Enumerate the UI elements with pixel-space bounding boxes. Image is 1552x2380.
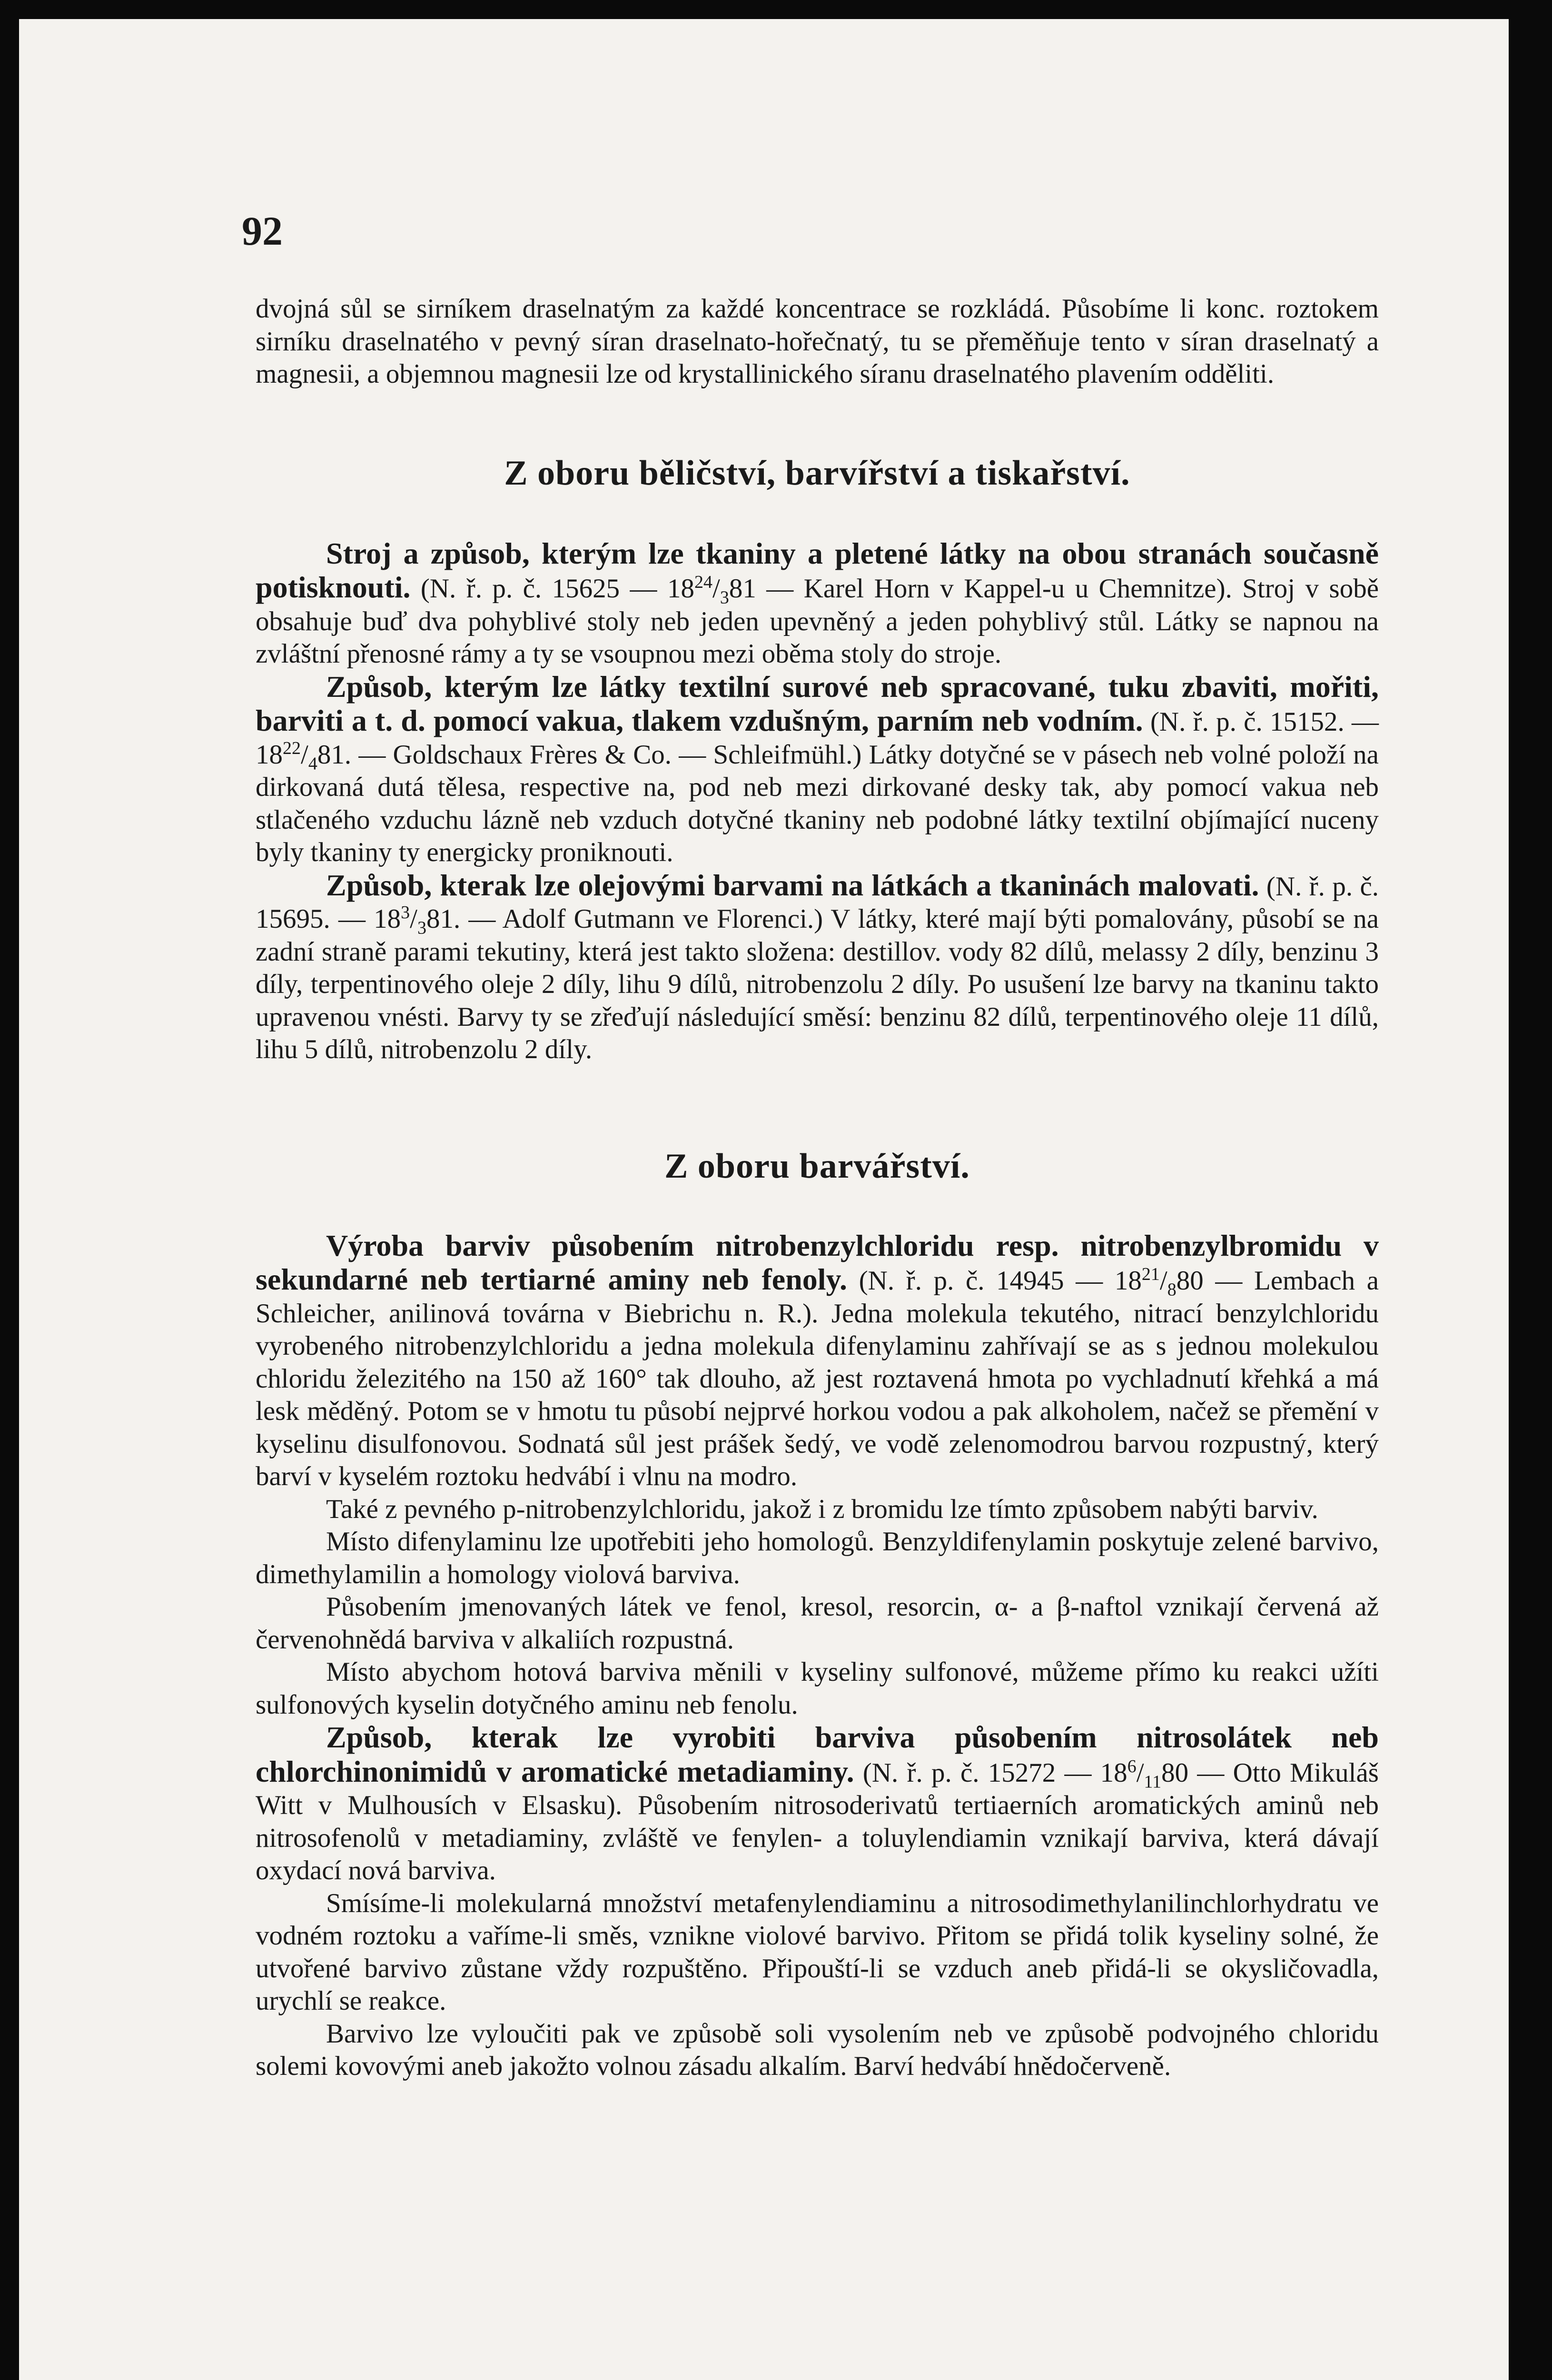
entry-nitroso-dyes <box>256 1721 1379 1887</box>
page-number: 92 <box>242 208 283 254</box>
section-heading-dyes: Z oboru barvářství. <box>664 1146 970 1186</box>
patent-ref: (N. ř. p. č. 14945 — $18^{21}/_880$ — Lembach a Schleicher, anilinová továrna v Biebrichu n. R.). <box>256 1264 1379 1329</box>
patent-ref: (N. ř. p. č. 15152. — $18^{22}/_481$. — Goldschaux Frères & Co. — Schleifmühl.) <box>256 707 1379 774</box>
entry-title: Stroj a způsob, kterým lze tkaniny a pletené látky na obou stranách současně potisknouti. <box>256 536 1379 604</box>
patent-ref: (N. ř. p. č. 15272 — $18^6/_{11}80$ — Otto Mikuláš Witt v Mulhousích v Elsasku). <box>256 1756 1379 1820</box>
paragraph: Barvivo lze vyloučiti pak ve způsobě soli vysolením neb ve způsobě podvojného chloridu solemi kovovými aneb jakožto volnou zásadu alkalím. Barví hedvábí hnědočerveně. <box>256 2018 1379 2081</box>
entry-body: Látky dotyčné se v pásech neb volné položí na dirkovaná dutá tělesa, respective na, pod neb mezi dirkované desky tak, aby pomocí vakua neb stlačeného vzduchu lázně neb vzduch dotyčné tkaniny neb podobné látky textilní objímající nuceny byly tkaniny ty energicky proniknouti. <box>256 739 1379 867</box>
entry-body: V látky, které mají býti pomalovány, působí se na zadní straně parami tekutiny, která jest takto složena: destillov. vody 82 dílů, melassy 2 díly, benzinu 3 díly, terpentinového oleje 2 díly, lihu 9 dílů, nitrobenzolu 2 díly. Po usušení lze barvy na tkaninu takto upravenou vnésti. Barvy ty se zřeďují následující směsí: benzinu 82 dílů, terpentinového oleje 11 dílů, lihu 5 dílů, nitrobenzolu 2 díly. <box>256 904 1379 1064</box>
entry-title: Způsob, kterým lze látky textilní surové neb spracované, tuku zbaviti, mořiti, barviti a t. d. pomocí vakua, tlakem vzdušným, parním neb vodním. <box>256 669 1379 737</box>
entry-title: Výroba barviv působením nitrobenzylchloridu resp. nitrobenzylbromidu v sekundarné neb tertiarné aminy neb fenoly. <box>256 1228 1379 1296</box>
entry-title: Způsob, kterak lze olejovými barvami na látkách a tkaninách malovati. <box>326 868 1259 902</box>
paragraph: Smísíme-li molekularná množství metafenylendiaminu a nitrosodimethylanilinchlorhydratu ve vodném roztoku a vaříme-li směs, vznikne violové barvivo. Přitom se přidá tolik kyseliny solné, že utvořené barvivo zůstane vždy rozpuštěno. Připouští-li se vzduch aneb přidá-li se okysličovadla, urychlí se reakce. <box>256 1888 1379 2016</box>
entry-body: Stroj v sobě obsahuje buď dva pohyblivé stoly neb jeden upevněný a jeden pohyblivý stůl. Látky se napnou na zvláštní přenosné rámy a ty se vsoupnou mezi oběma stoly do stroje. <box>256 574 1379 669</box>
intro-paragraph: dvojná sůl se sirníkem draselnatým za každé koncentrace se rozkládá. Působíme li konc. roztokem sirníku draselnatého v pevný síran draselnato-hořečnatý, tu se přeměňuje tento v síran draselnatý a magnesii, a objemnou magnesii lze od krystallinického síranu draselnatého plavením odděliti. <box>256 294 1379 389</box>
entry-vacuum-process <box>256 671 1379 869</box>
paragraph: Místo difenylaminu lze upotřebiti jeho homologů. Benzyldifenylamin poskytuje zelené barvivo, dimethylamilin a homology violová barviva. <box>256 1527 1379 1589</box>
section-heading-bleaching: Z oboru běličství, barvířství a tiskařství. <box>504 453 1130 493</box>
scan-border <box>1509 0 1552 2380</box>
entry-title: Způsob, kterak lze vyrobiti barviva působením nitrosolátek neb chlorchinonimidů v aromatické metadiaminy. <box>256 1720 1379 1788</box>
patent-ref: (N. ř. p. č. 15695. — $18^3/_381$. — Adolf Gutmann ve Florenci.) <box>256 871 1379 938</box>
paragraph: Působením jmenovaných látek ve fenol, kresol, resorcin, α- a β-naftol vznikají červená až červenohnědá barviva v alkaliích rozpustná. <box>256 1592 1379 1655</box>
patent-ref: (N. ř. p. č. 15625 — $18^{24}/_381$ — Karel Horn v Kappel-u u Chemnitze). <box>420 572 1232 608</box>
entry-nitrobenzyl-dyes <box>256 1230 1379 1493</box>
entry-printing-machine <box>256 537 1379 671</box>
paragraph: Místo abychom hotová barviva měnili v kyseliny sulfonové, můžeme přímo ku reakci užíti sulfonových kyselin dotyčného aminu neb fenolu. <box>256 1657 1379 1720</box>
paragraph: Také z pevného p-nitrobenzylchloridu, jakož i z bromidu lze tímto způsobem nabýti barviv. <box>326 1494 1318 1524</box>
page-content <box>256 293 1379 2083</box>
entry-body: Jedna molekula tekutého, nitrací benzylchloridu vyrobeného nitrobenzylchloridu a jedna molekula difenylaminu zahřívají se as s jednou molekulou chloridu železitého na 150 až 160° tak dlouho, až jest roztavená hmota po vychladnutí křehká a má lesk měděný. Potom se v hmotu tu působí nejprvé horkou vodou a pak alkoholem, načež se přemění v kyselinu disulfonovou. Sodnatá sůl jest prášek šedý, ve vodě zelenomodrou barvou rozpustný, který barví v kyselém roztoku hedvábí i vlnu na modro. <box>256 1298 1379 1491</box>
page <box>19 19 1509 2380</box>
entry-oil-painting <box>256 869 1379 1066</box>
entry-body: Působením nitrosoderivatů tertiaerních aromatických aminů neb nitrosofenolů v metadiaminy, zvláště ve fenylen- a toluylendiamin vznikají barviva, která dávají oxydací nová barviva. <box>256 1790 1379 1885</box>
